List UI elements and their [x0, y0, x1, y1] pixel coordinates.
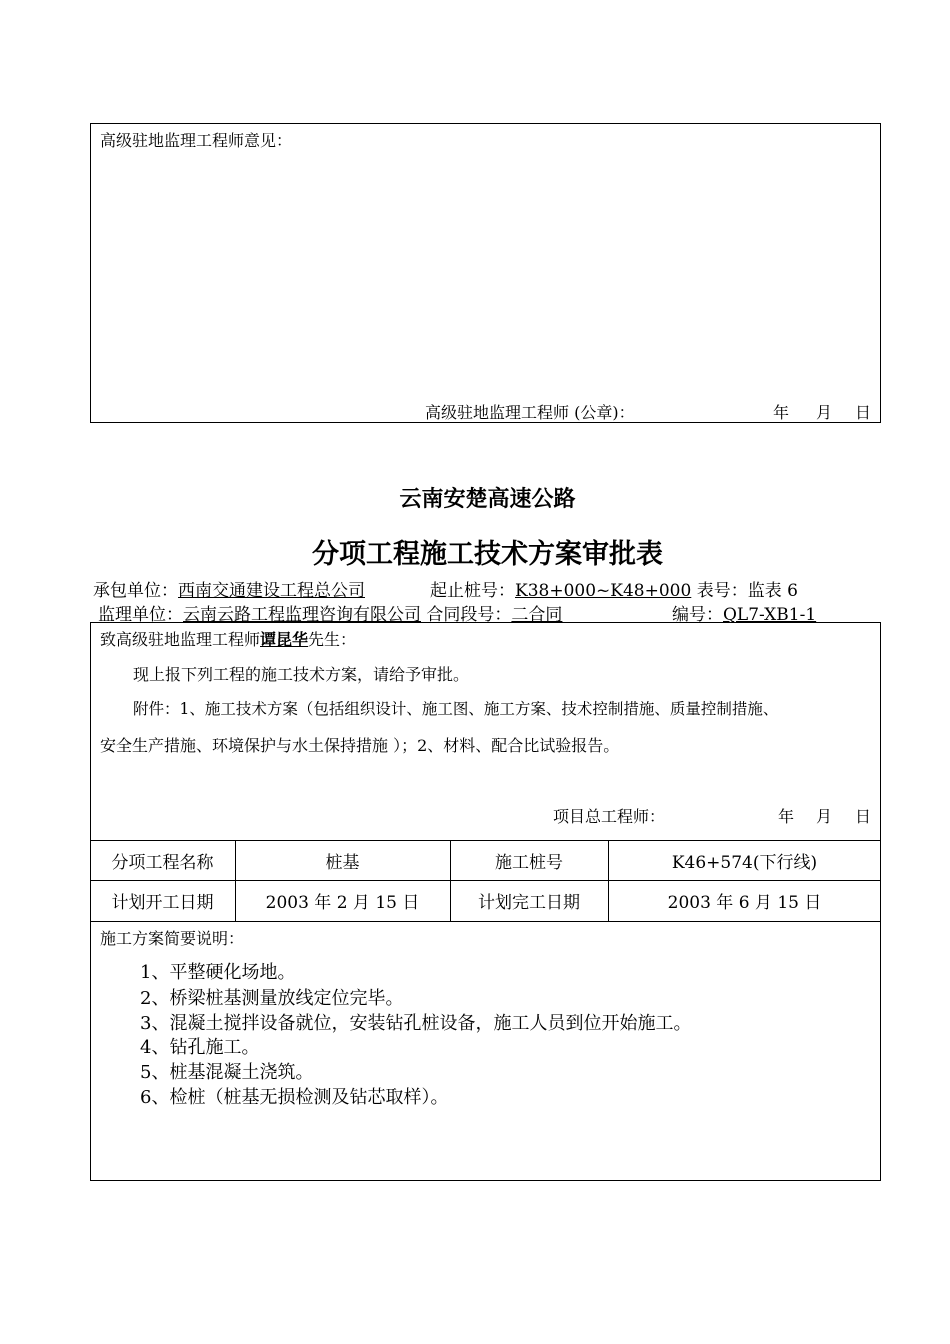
- plan-item: 6、检桩（桩基无损检测及钻芯取样）。: [140, 1087, 449, 1108]
- request-line-3: 安全生产措施、环境保护与水土保持措施 ）；2、材料、配合比试验报告。: [100, 736, 620, 755]
- form-label: 表号：: [696, 581, 748, 601]
- station-label: 起止桩号：: [430, 581, 515, 601]
- cell-start-date-value: 2003 年 2 月 15 日: [265, 893, 420, 913]
- supervisor-value: 云南云路工程监理咨询有限公司: [183, 605, 421, 625]
- opinion-date-year: 年: [773, 403, 790, 422]
- request-line-2: 附件：1、施工技术方案（包括组织设计、施工图、施工方案、技术控制措施、质量控制措施、: [133, 700, 779, 718]
- plan-item: 4、钻孔施工。: [140, 1037, 260, 1058]
- opinion-signature-label: 高级驻地监理工程师 (公章)：: [425, 403, 635, 422]
- request-to-prefix: 致高级驻地监理工程师: [100, 630, 261, 649]
- number-label: 编号：: [672, 605, 723, 625]
- cell-item-name-label: 分项工程名称: [111, 852, 214, 873]
- form-value: 监表 6: [747, 581, 798, 601]
- cell-end-date-label: 计划完工日期: [478, 893, 580, 913]
- cell-start-date-label: 计划开工日期: [111, 893, 214, 913]
- request-line-1: 现上报下列工程的施工技术方案，请给予审批。: [133, 665, 470, 684]
- request-date-day: 日: [855, 807, 872, 826]
- title-highway: 云南安楚高速公路: [399, 486, 576, 512]
- contractor-value: 西南交通建设工程总公司: [178, 581, 365, 601]
- plan-item: 2、桥梁桩基测量放线定位完毕。: [140, 988, 404, 1009]
- table-bottom-border: [90, 921, 881, 922]
- supervisor-label: 监理单位：: [98, 605, 183, 625]
- cell-station-value: K46+574(下行线): [671, 852, 818, 873]
- request-date-month: 月: [816, 807, 833, 826]
- cell-station-label: 施工桩号: [495, 852, 563, 873]
- contractor-label: 承包单位：: [93, 581, 178, 601]
- meta-line-1: [93, 576, 365, 601]
- opinion-heading: 高级驻地监理工程师意见：: [100, 131, 293, 150]
- opinion-date-day: 日: [855, 403, 872, 422]
- cell-end-date-value: 2003 年 6 月 15 日: [667, 893, 822, 913]
- request-to-suffix: 先生：: [308, 630, 357, 649]
- plan-item: 5、桩基混凝土浇筑。: [140, 1062, 314, 1083]
- engineer-name: 谭昆华: [260, 630, 309, 649]
- contract-label: 合同段号：: [426, 605, 512, 625]
- opinion-date-month: 月: [816, 403, 833, 422]
- request-date-year: 年: [778, 807, 795, 826]
- opinion-box: [90, 123, 881, 423]
- station-value: K38+000~K48+000: [515, 581, 692, 601]
- cell-item-name-value: 桩基: [325, 852, 360, 873]
- request-signer-label: 项目总工程师：: [553, 807, 666, 826]
- title-form: 分项工程施工技术方案审批表: [312, 539, 663, 570]
- plan-item: 1、平整硬化场地。: [140, 962, 296, 983]
- request-to-line: [100, 627, 356, 650]
- meta-station: [430, 576, 798, 601]
- plan-item: 3、混凝土搅拌设备就位，安装钻孔桩设备，施工人员到位开始施工。: [140, 1013, 692, 1034]
- number-value: QL7-XB1-1: [723, 605, 817, 625]
- plan-heading: 施工方案简要说明：: [100, 929, 245, 948]
- contract-value: 二合同: [511, 605, 563, 625]
